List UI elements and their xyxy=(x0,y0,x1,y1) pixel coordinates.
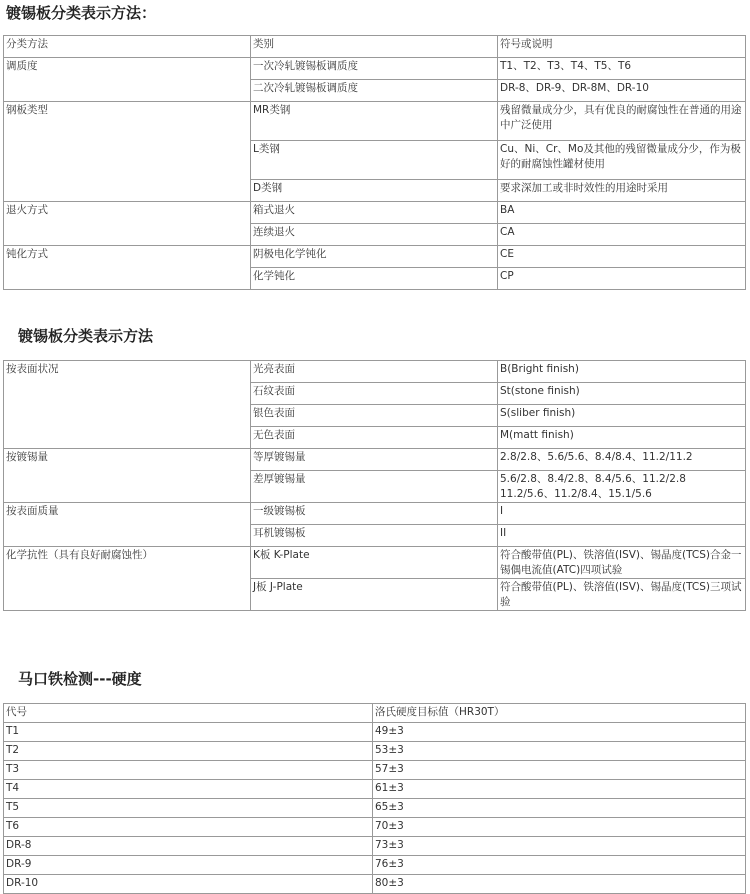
table-row xyxy=(4,856,746,875)
table-row xyxy=(4,58,746,80)
method-cell: 按表面质量 xyxy=(4,503,251,547)
category-cell: 差厚镀锡量 xyxy=(251,471,498,503)
section3-title: 马口铁检测---硬度 xyxy=(18,670,142,688)
value-cell: 61±3 xyxy=(373,780,746,799)
category-cell: 一次冷轧镀锡板调质度 xyxy=(251,58,498,80)
method-cell: 钝化方式 xyxy=(4,246,251,290)
table-row xyxy=(4,102,746,141)
section2-title: 镀锡板分类表示方法 xyxy=(18,327,154,345)
method-cell: 退火方式 xyxy=(4,202,251,246)
category-cell: 一级镀锡板 xyxy=(251,503,498,525)
column-header: 分类方法 xyxy=(4,36,251,58)
desc-cell: 要求深加工或非时效性的用途时采用 xyxy=(498,180,746,202)
table-row xyxy=(4,202,746,224)
desc-cell: B(Bright finish) xyxy=(498,361,746,383)
value-cell: 80±3 xyxy=(373,875,746,894)
category-cell: L类钢 xyxy=(251,141,498,180)
desc-cell: S(sliber finish) xyxy=(498,405,746,427)
category-cell: 化学钝化 xyxy=(251,268,498,290)
desc-cell: BA xyxy=(498,202,746,224)
code-cell: T1 xyxy=(4,723,373,742)
table-header-row xyxy=(4,36,746,58)
desc-cell: I xyxy=(498,503,746,525)
desc-cell: CP xyxy=(498,268,746,290)
method-cell: 钢板类型 xyxy=(4,102,251,202)
method-cell: 调质度 xyxy=(4,58,251,102)
classification-table xyxy=(3,35,746,290)
category-cell: MR类钢 xyxy=(251,102,498,141)
category-cell: 无色表面 xyxy=(251,427,498,449)
method-cell: 按镀锡量 xyxy=(4,449,251,503)
category-cell: 二次冷轧镀锡板调质度 xyxy=(251,80,498,102)
value-cell: 57±3 xyxy=(373,761,746,780)
desc-cell: 符合酸带值(PL)、铁溶值(ISV)、锡晶度(TCS)合金一锡偶电流值(ATC)四项试验 xyxy=(498,547,746,579)
value-cell: 53±3 xyxy=(373,742,746,761)
value-cell: 73±3 xyxy=(373,837,746,856)
code-cell: T4 xyxy=(4,780,373,799)
code-cell: DR-10 xyxy=(4,875,373,894)
table-row xyxy=(4,818,746,837)
category-cell: 耳机镀锡板 xyxy=(251,525,498,547)
table-row xyxy=(4,723,746,742)
value-cell: 70±3 xyxy=(373,818,746,837)
code-cell: DR-9 xyxy=(4,856,373,875)
desc-cell: CA xyxy=(498,224,746,246)
desc-cell: Cu、Ni、Cr、Mo及其他的残留微量成分少，作为极好的耐腐蚀性罐材使用 xyxy=(498,141,746,180)
table-header-row xyxy=(4,704,746,723)
category-cell: 阴极电化学钝化 xyxy=(251,246,498,268)
desc-cell: 残留微量成分少，具有优良的耐腐蚀性在普通的用途中广泛使用 xyxy=(498,102,746,141)
table-row xyxy=(4,799,746,818)
section1-title: 镀锡板分类表示方法： xyxy=(6,4,157,22)
code-cell: T3 xyxy=(4,761,373,780)
table-row xyxy=(4,761,746,780)
table-row xyxy=(4,503,746,525)
method-cell: 按表面状况 xyxy=(4,361,251,449)
category-cell: 银色表面 xyxy=(251,405,498,427)
category-cell: 箱式退火 xyxy=(251,202,498,224)
desc-cell: M(matt finish) xyxy=(498,427,746,449)
code-cell: T5 xyxy=(4,799,373,818)
hardness-table xyxy=(3,703,746,894)
surface-table xyxy=(3,360,746,611)
category-cell: K板 K-Plate xyxy=(251,547,498,579)
column-header: 代号 xyxy=(4,704,373,723)
table-row xyxy=(4,547,746,579)
table-row xyxy=(4,837,746,856)
desc-cell: St(stone finish) xyxy=(498,383,746,405)
category-cell: 连续退火 xyxy=(251,224,498,246)
table-row xyxy=(4,361,746,383)
desc-cell: T1、T2、T3、T4、T5、T6 xyxy=(498,58,746,80)
category-cell: D类钢 xyxy=(251,180,498,202)
category-cell: J板 J-Plate xyxy=(251,579,498,611)
desc-cell: 符合酸带值(PL)、铁溶值(ISV)、锡晶度(TCS)三项试验 xyxy=(498,579,746,611)
table-row xyxy=(4,246,746,268)
desc-cell: CE xyxy=(498,246,746,268)
category-cell: 光亮表面 xyxy=(251,361,498,383)
code-cell: DR-8 xyxy=(4,837,373,856)
value-cell: 49±3 xyxy=(373,723,746,742)
table-row xyxy=(4,742,746,761)
code-cell: T6 xyxy=(4,818,373,837)
column-header: 符号或说明 xyxy=(498,36,746,58)
column-header: 类别 xyxy=(251,36,498,58)
table-row xyxy=(4,875,746,894)
method-cell: 化学抗性（具有良好耐腐蚀性） xyxy=(4,547,251,611)
code-cell: T2 xyxy=(4,742,373,761)
desc-cell: 2.8/2.8、5.6/5.6、8.4/8.4、11.2/11.2 xyxy=(498,449,746,471)
category-cell: 等厚镀锡量 xyxy=(251,449,498,471)
column-header: 洛氏硬度目标值（HR30T） xyxy=(373,704,746,723)
value-cell: 76±3 xyxy=(373,856,746,875)
table-row xyxy=(4,449,746,471)
desc-cell: 5.6/2.8、8.4/2.8、8.4/5.6、11.2/2.8 11.2/5.6、11.2/8.4、15.1/5.6 xyxy=(498,471,746,503)
value-cell: 65±3 xyxy=(373,799,746,818)
category-cell: 石纹表面 xyxy=(251,383,498,405)
table-row xyxy=(4,780,746,799)
desc-cell: DR-8、DR-9、DR-8M、DR-10 xyxy=(498,80,746,102)
desc-cell: II xyxy=(498,525,746,547)
